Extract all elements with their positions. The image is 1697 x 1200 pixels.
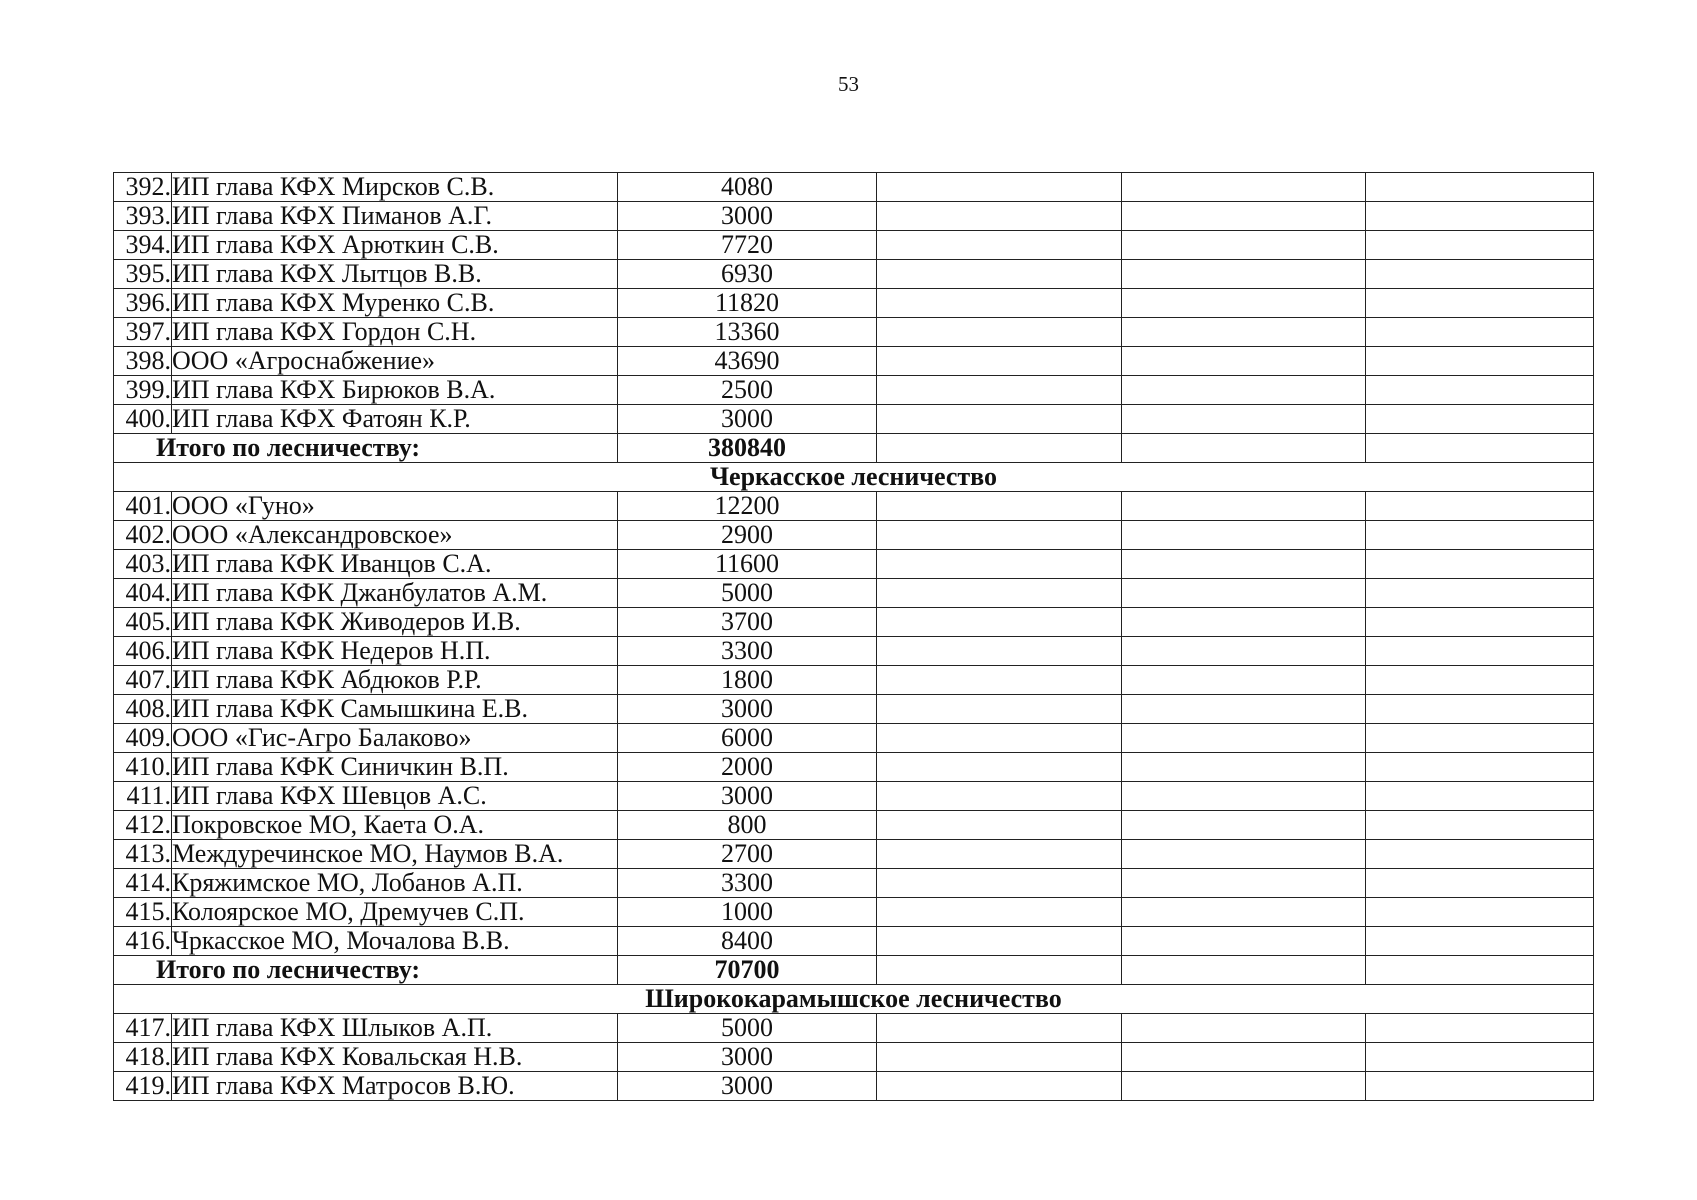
row-value: 2000 xyxy=(618,753,877,782)
organization-name: ООО «Гуно» xyxy=(172,492,618,521)
organization-name: ИП глава КФК Иванцов С.А. xyxy=(172,550,618,579)
empty-cell xyxy=(1122,289,1366,318)
empty-cell xyxy=(1366,898,1594,927)
empty-cell xyxy=(1122,782,1366,811)
empty-cell xyxy=(1366,869,1594,898)
empty-cell xyxy=(877,666,1122,695)
empty-cell xyxy=(1366,318,1594,347)
row-number: 404. xyxy=(114,579,172,608)
table-row xyxy=(114,927,1594,956)
forestry-table xyxy=(113,172,1594,1101)
row-value: 11820 xyxy=(618,289,877,318)
table-row xyxy=(114,492,1594,521)
organization-name: ООО «Гис-Агро Балаково» xyxy=(172,724,618,753)
table-row xyxy=(114,231,1594,260)
row-value: 3000 xyxy=(618,405,877,434)
row-value: 3300 xyxy=(618,637,877,666)
empty-cell xyxy=(1366,376,1594,405)
organization-name: ИП глава КФК Джанбулатов А.М. xyxy=(172,579,618,608)
empty-cell xyxy=(1366,579,1594,608)
table-row xyxy=(114,840,1594,869)
table-body xyxy=(114,173,1594,1101)
empty-cell xyxy=(1366,1072,1594,1101)
empty-cell xyxy=(1366,492,1594,521)
table-row xyxy=(114,579,1594,608)
empty-cell xyxy=(877,289,1122,318)
empty-cell xyxy=(1366,521,1594,550)
empty-cell xyxy=(1122,231,1366,260)
row-number: 408. xyxy=(114,695,172,724)
empty-cell xyxy=(1122,347,1366,376)
section-heading: Ширококарамышское лесничество xyxy=(114,985,1594,1014)
empty-cell xyxy=(877,869,1122,898)
table-row xyxy=(114,724,1594,753)
empty-cell xyxy=(1122,521,1366,550)
empty-cell xyxy=(1122,1043,1366,1072)
empty-cell xyxy=(1366,608,1594,637)
empty-cell xyxy=(1122,405,1366,434)
empty-cell xyxy=(1366,956,1594,985)
page-number: 53 xyxy=(838,72,859,96)
empty-cell xyxy=(877,927,1122,956)
row-number: 418. xyxy=(114,1043,172,1072)
empty-cell xyxy=(877,492,1122,521)
empty-cell xyxy=(1122,173,1366,202)
table-row xyxy=(114,782,1594,811)
empty-cell xyxy=(1366,231,1594,260)
organization-name: ИП глава КФХ Ковальская Н.В. xyxy=(172,1043,618,1072)
empty-cell xyxy=(1366,782,1594,811)
empty-cell xyxy=(877,724,1122,753)
empty-cell xyxy=(1122,898,1366,927)
empty-cell xyxy=(1366,550,1594,579)
row-value: 3000 xyxy=(618,1043,877,1072)
row-value: 2500 xyxy=(618,376,877,405)
table-row xyxy=(114,753,1594,782)
empty-cell xyxy=(877,260,1122,289)
row-number: 401. xyxy=(114,492,172,521)
table-row xyxy=(114,898,1594,927)
organization-name: ИП глава КФК Живодеров И.В. xyxy=(172,608,618,637)
row-number: 411. xyxy=(114,782,172,811)
row-number: 405. xyxy=(114,608,172,637)
organization-name: ИП глава КФК Недеров Н.П. xyxy=(172,637,618,666)
empty-cell xyxy=(1122,260,1366,289)
row-value: 3000 xyxy=(618,202,877,231)
organization-name: ИП глава КФК Абдюков Р.Р. xyxy=(172,666,618,695)
empty-cell xyxy=(1366,666,1594,695)
empty-cell xyxy=(1366,637,1594,666)
organization-name: ИП глава КФХ Матросов В.Ю. xyxy=(172,1072,618,1101)
organization-name: ИП глава КФХ Пиманов А.Г. xyxy=(172,202,618,231)
table-row xyxy=(114,202,1594,231)
row-value: 800 xyxy=(618,811,877,840)
organization-name: ИП глава КФХ Шлыков А.П. xyxy=(172,1014,618,1043)
empty-cell xyxy=(877,898,1122,927)
row-value: 7720 xyxy=(618,231,877,260)
row-value: 2900 xyxy=(618,521,877,550)
empty-cell xyxy=(877,173,1122,202)
total-value: 70700 xyxy=(618,956,877,985)
organization-name: ИП глава КФХ Лытцов В.В. xyxy=(172,260,618,289)
organization-name: Чркасское МО, Мочалова В.В. xyxy=(172,927,618,956)
table-row xyxy=(114,347,1594,376)
empty-cell xyxy=(1366,753,1594,782)
table-row xyxy=(114,608,1594,637)
table-row xyxy=(114,376,1594,405)
row-value: 1000 xyxy=(618,898,877,927)
organization-name: ИП глава КФХ Гордон С.Н. xyxy=(172,318,618,347)
empty-cell xyxy=(1122,695,1366,724)
empty-cell xyxy=(1122,434,1366,463)
empty-cell xyxy=(1122,811,1366,840)
row-number: 402. xyxy=(114,521,172,550)
empty-cell xyxy=(877,637,1122,666)
empty-cell xyxy=(877,347,1122,376)
row-number: 414. xyxy=(114,869,172,898)
table-row xyxy=(114,173,1594,202)
empty-cell xyxy=(1366,811,1594,840)
row-number: 398. xyxy=(114,347,172,376)
organization-name: ИП глава КФХ Мирсков С.В. xyxy=(172,173,618,202)
table-row xyxy=(114,1043,1594,1072)
empty-cell xyxy=(1122,637,1366,666)
row-number: 407. xyxy=(114,666,172,695)
empty-cell xyxy=(877,840,1122,869)
empty-cell xyxy=(1122,869,1366,898)
row-number: 396. xyxy=(114,289,172,318)
total-row xyxy=(114,956,1594,985)
row-number: 394. xyxy=(114,231,172,260)
empty-cell xyxy=(877,550,1122,579)
empty-cell xyxy=(877,1043,1122,1072)
table-row xyxy=(114,521,1594,550)
table-row xyxy=(114,666,1594,695)
organization-name: Покровское МО, Каета О.А. xyxy=(172,811,618,840)
empty-cell xyxy=(1366,1014,1594,1043)
row-value: 8400 xyxy=(618,927,877,956)
empty-cell xyxy=(877,1014,1122,1043)
table-row xyxy=(114,405,1594,434)
organization-name: Междуречинское МО, Наумов В.А. xyxy=(172,840,618,869)
empty-cell xyxy=(877,405,1122,434)
empty-cell xyxy=(877,579,1122,608)
row-value: 5000 xyxy=(618,579,877,608)
organization-name: ИП глава КФК Синичкин В.П. xyxy=(172,753,618,782)
organization-name: ООО «Агроснабжение» xyxy=(172,347,618,376)
row-value: 11600 xyxy=(618,550,877,579)
empty-cell xyxy=(1122,840,1366,869)
empty-cell xyxy=(1366,260,1594,289)
empty-cell xyxy=(1122,1014,1366,1043)
row-number: 397. xyxy=(114,318,172,347)
total-value: 380840 xyxy=(618,434,877,463)
table-row xyxy=(114,318,1594,347)
total-label: Итого по лесничеству: xyxy=(114,956,618,985)
section-heading-row xyxy=(114,985,1594,1014)
empty-cell xyxy=(1366,724,1594,753)
empty-cell xyxy=(1122,666,1366,695)
total-row xyxy=(114,434,1594,463)
row-value: 3000 xyxy=(618,695,877,724)
empty-cell xyxy=(877,521,1122,550)
row-number: 416. xyxy=(114,927,172,956)
empty-cell xyxy=(1122,753,1366,782)
table-row xyxy=(114,811,1594,840)
row-number: 419. xyxy=(114,1072,172,1101)
row-value: 3000 xyxy=(618,1072,877,1101)
empty-cell xyxy=(1366,347,1594,376)
empty-cell xyxy=(1122,927,1366,956)
organization-name: ИП глава КФХ Фатоян К.Р. xyxy=(172,405,618,434)
empty-cell xyxy=(1122,318,1366,347)
table-row xyxy=(114,260,1594,289)
empty-cell xyxy=(1366,434,1594,463)
empty-cell xyxy=(1366,840,1594,869)
organization-name: ИП глава КФХ Шевцов А.С. xyxy=(172,782,618,811)
empty-cell xyxy=(877,231,1122,260)
table-row xyxy=(114,1014,1594,1043)
empty-cell xyxy=(877,1072,1122,1101)
empty-cell xyxy=(1366,202,1594,231)
row-value: 6930 xyxy=(618,260,877,289)
row-value: 2700 xyxy=(618,840,877,869)
row-number: 403. xyxy=(114,550,172,579)
empty-cell xyxy=(877,434,1122,463)
section-heading-row xyxy=(114,463,1594,492)
row-number: 392. xyxy=(114,173,172,202)
empty-cell xyxy=(1366,405,1594,434)
table-row xyxy=(114,637,1594,666)
organization-name: ИП глава КФК Самышкина Е.В. xyxy=(172,695,618,724)
row-value: 3000 xyxy=(618,782,877,811)
empty-cell xyxy=(1122,608,1366,637)
empty-cell xyxy=(1366,173,1594,202)
empty-cell xyxy=(877,376,1122,405)
empty-cell xyxy=(1366,1043,1594,1072)
empty-cell xyxy=(1122,492,1366,521)
organization-name: Колоярское МО, Дремучев С.П. xyxy=(172,898,618,927)
organization-name: ООО «Александровское» xyxy=(172,521,618,550)
empty-cell xyxy=(1366,289,1594,318)
organization-name: ИП глава КФХ Бирюков В.А. xyxy=(172,376,618,405)
row-number: 415. xyxy=(114,898,172,927)
row-number: 393. xyxy=(114,202,172,231)
row-number: 409. xyxy=(114,724,172,753)
row-value: 6000 xyxy=(618,724,877,753)
row-number: 412. xyxy=(114,811,172,840)
table-row xyxy=(114,550,1594,579)
row-value: 3300 xyxy=(618,869,877,898)
empty-cell xyxy=(1122,956,1366,985)
row-number: 400. xyxy=(114,405,172,434)
row-number: 395. xyxy=(114,260,172,289)
row-number: 406. xyxy=(114,637,172,666)
row-number: 413. xyxy=(114,840,172,869)
empty-cell xyxy=(1366,695,1594,724)
empty-cell xyxy=(1122,202,1366,231)
organization-name: ИП глава КФХ Арюткин С.В. xyxy=(172,231,618,260)
empty-cell xyxy=(1122,376,1366,405)
total-label: Итого по лесничеству: xyxy=(114,434,618,463)
row-value: 13360 xyxy=(618,318,877,347)
empty-cell xyxy=(1122,579,1366,608)
section-heading: Черкасское лесничество xyxy=(114,463,1594,492)
table-row xyxy=(114,289,1594,318)
empty-cell xyxy=(877,782,1122,811)
empty-cell xyxy=(877,608,1122,637)
empty-cell xyxy=(1122,550,1366,579)
empty-cell xyxy=(877,318,1122,347)
empty-cell xyxy=(1366,927,1594,956)
row-value: 5000 xyxy=(618,1014,877,1043)
row-value: 12200 xyxy=(618,492,877,521)
organization-name: Кряжимское МО, Лобанов А.П. xyxy=(172,869,618,898)
row-value: 3700 xyxy=(618,608,877,637)
table-row xyxy=(114,869,1594,898)
row-number: 417. xyxy=(114,1014,172,1043)
row-number: 399. xyxy=(114,376,172,405)
row-value: 43690 xyxy=(618,347,877,376)
empty-cell xyxy=(877,811,1122,840)
empty-cell xyxy=(877,956,1122,985)
row-number: 410. xyxy=(114,753,172,782)
organization-name: ИП глава КФХ Муренко С.В. xyxy=(172,289,618,318)
row-value: 1800 xyxy=(618,666,877,695)
empty-cell xyxy=(877,753,1122,782)
row-value: 4080 xyxy=(618,173,877,202)
table-row xyxy=(114,695,1594,724)
table-row xyxy=(114,1072,1594,1101)
empty-cell xyxy=(1122,1072,1366,1101)
empty-cell xyxy=(877,202,1122,231)
empty-cell xyxy=(1122,724,1366,753)
empty-cell xyxy=(877,695,1122,724)
